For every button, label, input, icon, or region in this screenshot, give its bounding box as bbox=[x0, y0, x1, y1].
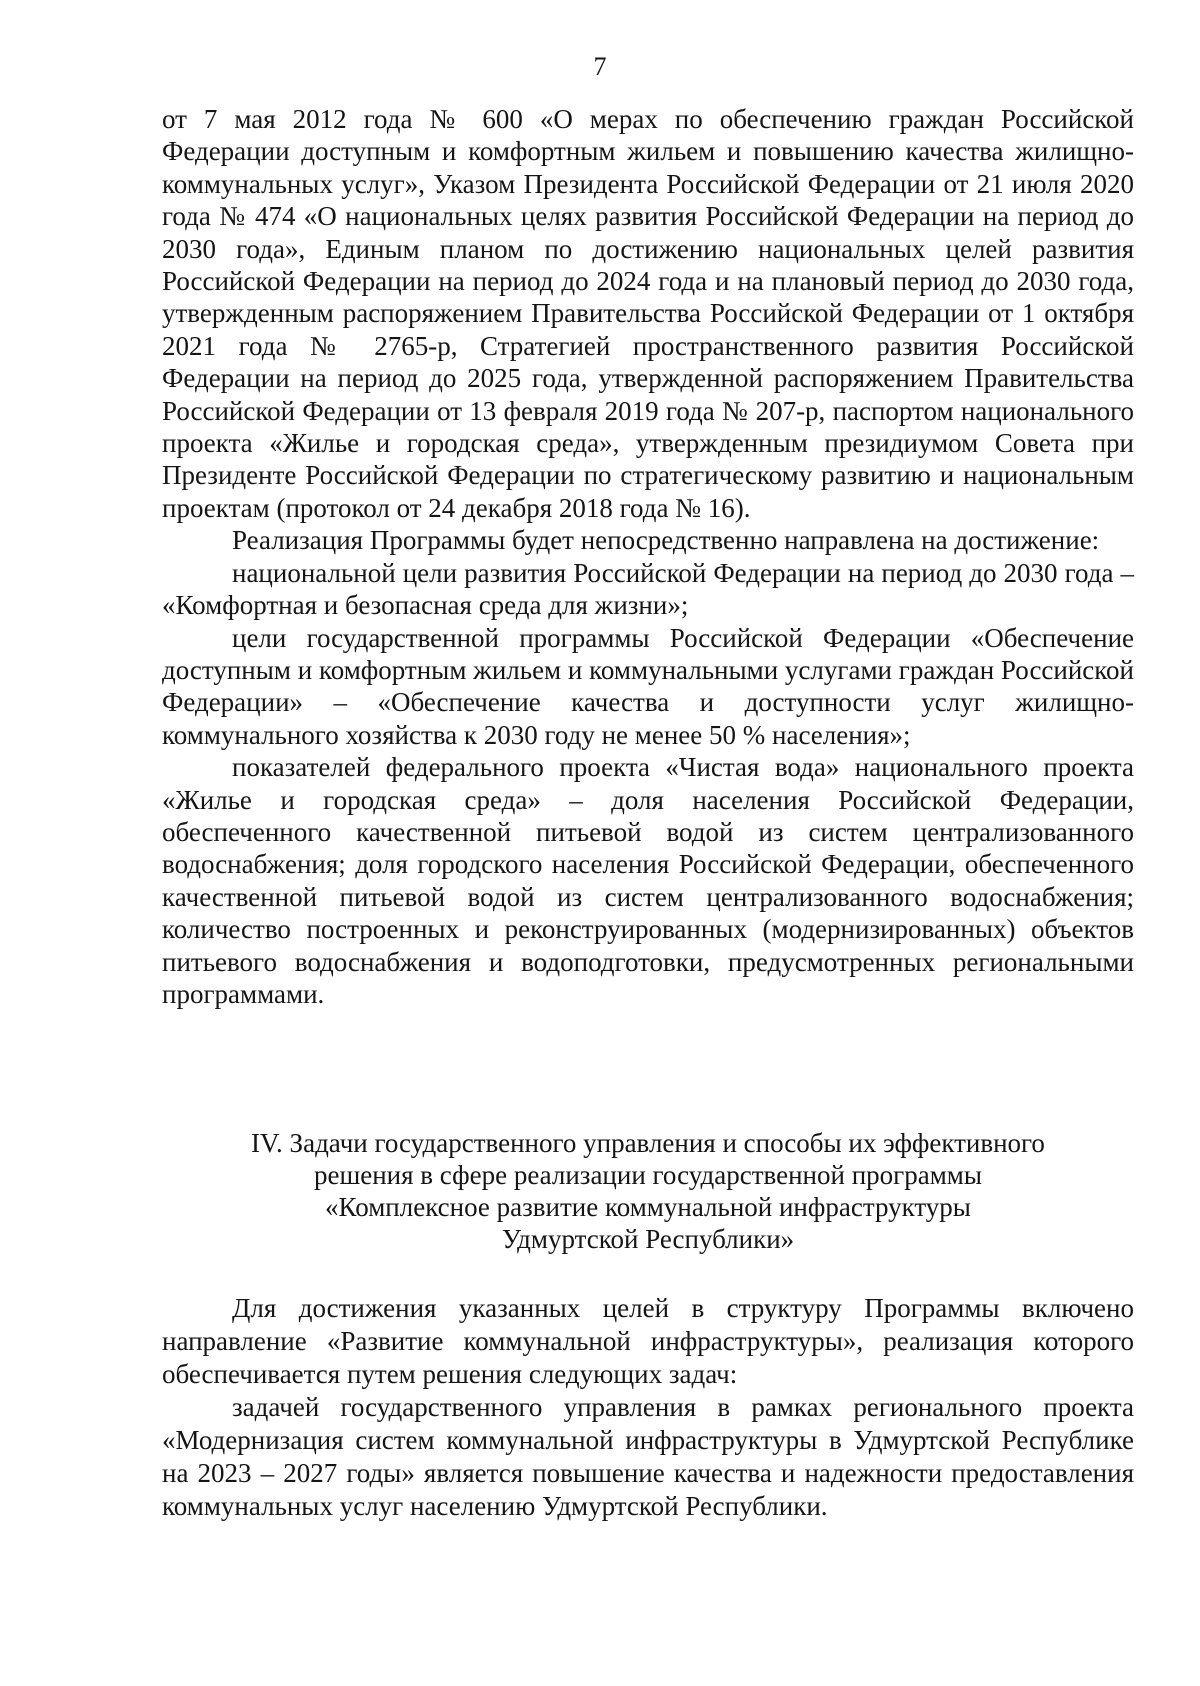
section-heading bbox=[162, 1127, 1134, 1255]
paragraph-legal-basis: от 7 мая 2012 года № 600 «О мерах по обеспечению граждан Российской Федерации доступным и комфортным жильем и повышению качества жилищно-коммунальных услуг», Указом Президента Российской Федерации от 21 июля 2020 года № 474 «О национальных целях развития Российской Федерации на период до 2030 года», Единым планом по достижению национальных целей развития Российской Федерации на период до 2024 года и на плановый период до 2030 года, утвержденным распоряжением Правительства Российской Федерации от 1 октября 2021 года № 2765-р, Стратегией пространственного развития Российской Федерации на период до 2025 года, утвержденной распоряжением Правительства Российской Федерации от 13 февраля 2019 года № 207-р, паспортом национального проекта «Жилье и городская среда», утвержденным президиумом Совета при Президенте Российской Федерации по стратегическому развитию и национальным проектам (протокол от 24 декабря 2018 года № 16). bbox=[162, 104, 1134, 523]
section-heading-line: «Комплексное развитие коммунальной инфраструктуры bbox=[325, 1192, 971, 1222]
section-heading-line: решения в сфере реализации государственной программы bbox=[313, 1160, 983, 1190]
paragraph-program-structure: Для достижения указанных целей в структуру Программы включено направление «Развитие коммунальной инфраструктуры», реализация которого обеспечивается путем решения следующих задач: bbox=[162, 1293, 1134, 1389]
paragraph-federal-project-indicators: показателей федерального проекта «Чистая вода» национального проекта «Жилье и городская среда» – доля населения Российской Федерации, обеспеченного качественной питьевой водой из систем централизованного водоснабжения; доля городского населения Российской Федерации, обеспеченного качественной питьевой водой из систем централизованного водоснабжения; количество построенных и реконструированных (модернизированных) объектов питьевого водоснабжения и водоподготовки, предусмотренных региональными программами. bbox=[162, 752, 1134, 1009]
body-text bbox=[162, 103, 1134, 1010]
section-heading-line: Удмуртской Республики» bbox=[501, 1224, 795, 1254]
section-heading-line: IV. Задачи государственного управления и способы их эффективного bbox=[251, 1128, 1045, 1158]
paragraph-program-aim: Реализация Программы будет непосредственно направлена на достижение: bbox=[232, 525, 1100, 556]
tasks-text bbox=[162, 1292, 1134, 1523]
paragraph-state-program-goal: цели государственной программы Российской Федерации «Обеспечение доступным и комфортным жильем и коммунальными услугами граждан Российской Федерации» – «Обеспечение качества и доступности услуг жилищно-коммунального хозяйства к 2030 году не менее 50 % населения»; bbox=[162, 622, 1134, 750]
paragraph-national-goal: национальной цели развития Российской Федерации на период до 2030 года – «Комфортная и безопасная среда для жизни»; bbox=[162, 557, 1134, 621]
page-number: 7 bbox=[593, 52, 607, 81]
paragraph-management-task: задачей государственного управления в рамках регионального проекта «Модернизация систем коммунальной инфраструктуры в Удмуртской Республике на 2023 – 2027 годы» является повышение качества и надежности предоставления коммунальных услуг населению Удмуртской Республики. bbox=[162, 1392, 1134, 1521]
